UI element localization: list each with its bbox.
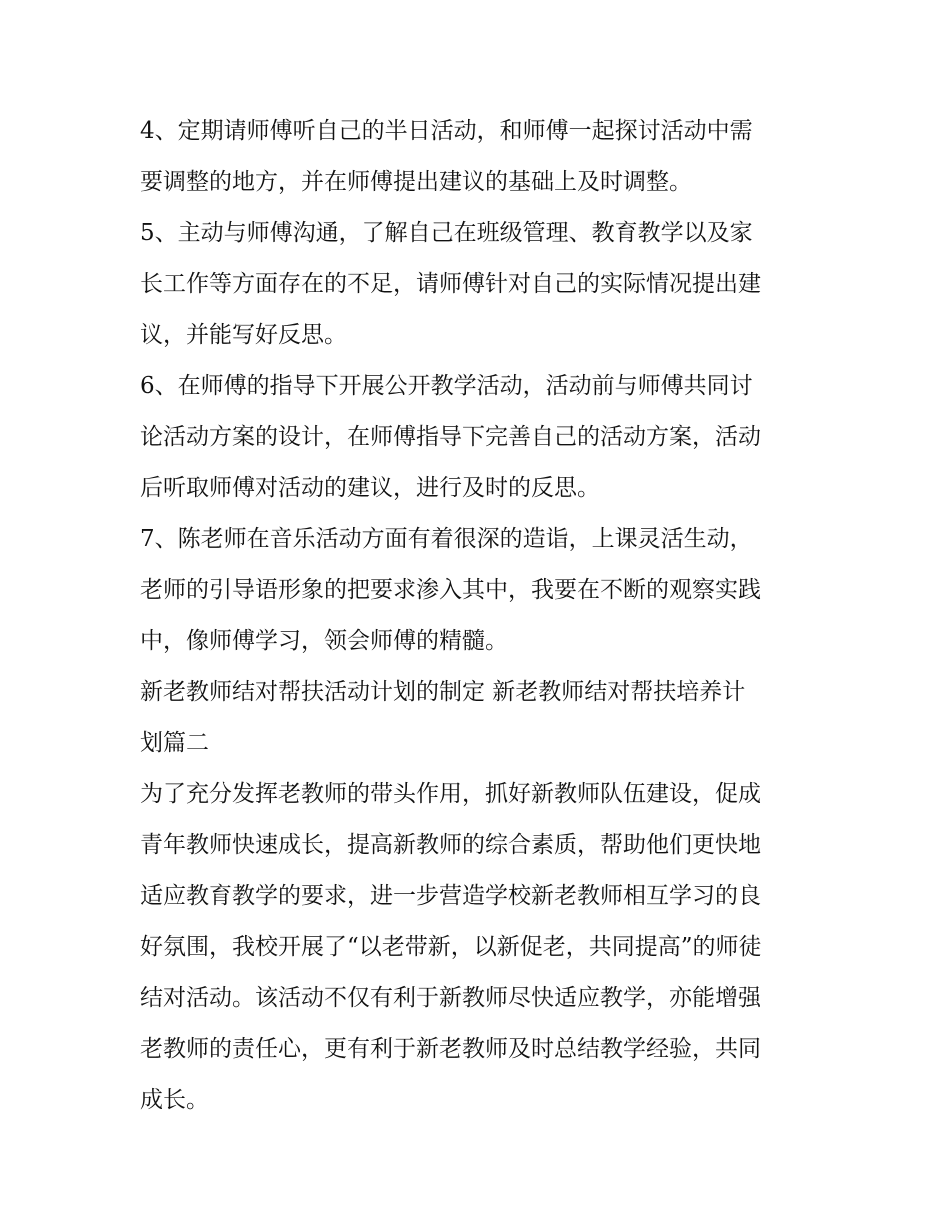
list-item-6-line-1: 6、在师傅的指导下开展公开教学活动，活动前与师傅共同讨 (140, 373, 753, 399)
intro-paragraph-line-1: 为了充分发挥老教师的带头作用，抓好新教师队伍建设，促成 (140, 781, 761, 807)
list-item-6-line-3: 后听取师傅对活动的建议，进行及时的反思。 (140, 475, 600, 501)
list-item-7-line-3: 中，像师傅学习，领会师傅的精髓。 (140, 628, 508, 654)
intro-paragraph-line-5: 结对活动。该活动不仅有利于新教师尽快适应教学，亦能增强 (140, 985, 761, 1011)
list-item-7-line-2: 老师的引导语形象的把要求渗入其中，我要在不断的观察实践 (140, 577, 761, 603)
list-item-5-line-2: 长工作等方面存在的不足，请师傅针对自己的实际情况提出建 (140, 271, 761, 297)
section-heading-line-1: 新老教师结对帮扶活动计划的制定 新老教师结对帮扶培养计 (140, 679, 746, 705)
list-item-4-line-1: 4、定期请师傅听自己的半日活动，和师傅一起探讨活动中需 (140, 118, 753, 144)
section-heading-line-2: 划篇二 (140, 730, 209, 756)
intro-paragraph-line-6: 老教师的责任心，更有利于新老教师及时总结教学经验，共同 (140, 1036, 761, 1062)
intro-paragraph-line-3: 适应教育教学的要求，进一步营造学校新老教师相互学习的良 (140, 883, 761, 909)
list-item-5-line-1: 5、主动与师傅沟通，了解自己在班级管理、教育教学以及家 (140, 220, 753, 246)
list-item-4-line-2: 要调整的地方，并在师傅提出建议的基础上及时调整。 (140, 169, 692, 195)
document-text (140, 106, 816, 1126)
intro-paragraph-line-4: 好氛围，我校开展了“以老带新，以新促老，共同提高”的师徒 (140, 934, 762, 960)
list-item-7-line-1: 7、陈老师在音乐活动方面有着很深的造诣，上课灵活生动， (140, 526, 753, 552)
intro-paragraph-line-2: 青年教师快速成长，提高新教师的综合素质，帮助他们更快地 (140, 832, 761, 858)
list-item-6-line-2: 论活动方案的设计，在师傅指导下完善自己的活动方案，活动 (140, 424, 761, 450)
intro-paragraph-line-7: 成长。 (140, 1087, 209, 1113)
list-item-5-line-3: 议，并能写好反思。 (140, 322, 347, 348)
